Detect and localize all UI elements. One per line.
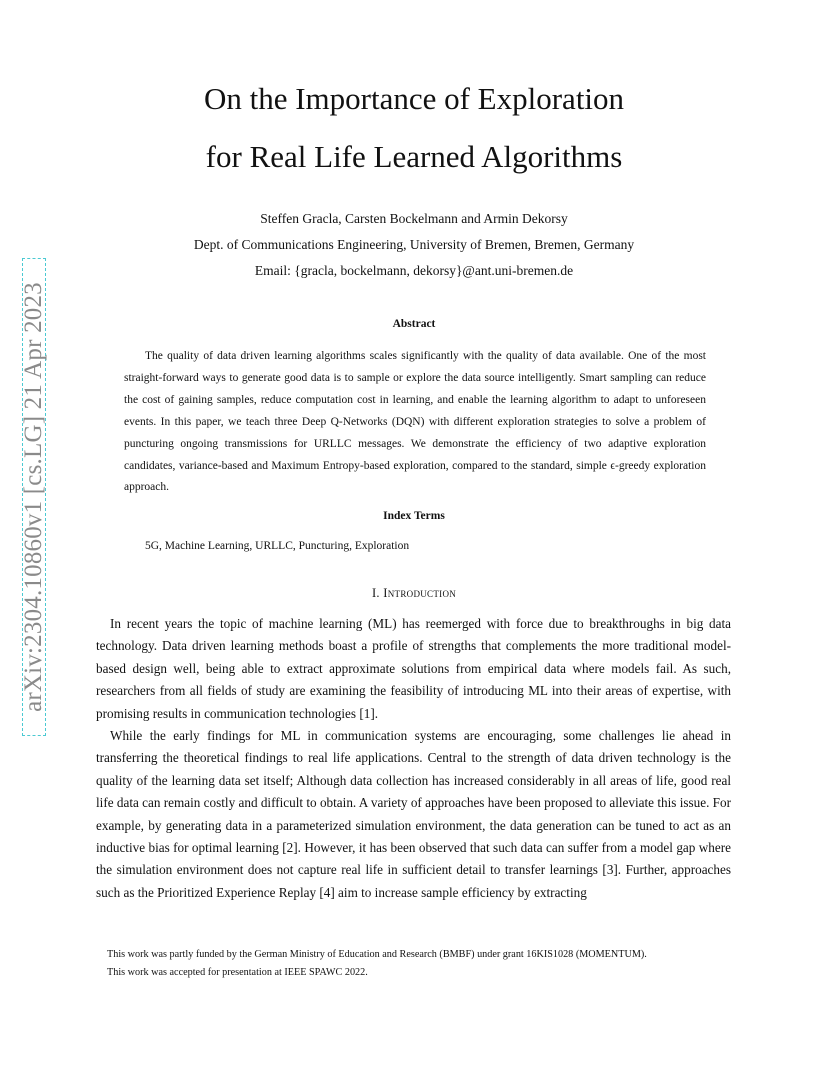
section-heading: [0, 586, 828, 601]
index-terms-text: 5G, Machine Learning, URLLC, Puncturing, Exploration: [145, 540, 410, 552]
affiliation: Dept. of Communications Engineering, University of Bremen, Bremen, Germany: [193, 237, 635, 252]
arxiv-identifier: arXiv:2304.10860v1 [cs.LG] 21 Apr 2023: [20, 282, 47, 712]
abstract-section: [124, 346, 706, 499]
author-list: Steffen Gracla, Carsten Bockelmann and Armin Dekorsy: [260, 211, 568, 226]
paper-title-line-2: for Real Life Learned Algorithms: [205, 139, 623, 174]
intro-paragraph-2: While the early findings for ML in communication systems are encouraging, some challenges lie ahead in transferring the theoretical findings to real life applications. Central to the strength of data driven technology is the quality of the learning data set itself; Although data collection has increased considerably in all areas of life, good real life data can remain costly and difficult to obtain. A variety of approaches have been proposed to alleviate this issue. For example, by generating data in a parameterized simulation environment, the data generation can be tuned to act as an inductive bias for optimal learning [2]. However, it has been observed that such data can suffer from a model gap where the simulation environment does not capture real life in sufficient detail to transfer learnings [3]. Further, approaches such as the Prioritized Experience Replay [4] aim to increase sample efficiency by extracting: [96, 728, 731, 900]
section-title: Introduction: [383, 586, 457, 600]
index-terms-heading: Index Terms: [383, 510, 445, 522]
author-email: Email: {gracla, bockelmann, dekorsy}@ant.uni-bremen.de: [254, 263, 574, 278]
abstract-text: The quality of data driven learning algorithms scales significantly with the quality of data available. One of the most straight-forward ways to generate good data is to sample or explore the data source intelligently. Smart sampling can reduce the cost of gaining samples, reduce computation cost in learning, and enable the learning algorithm to adapt to unforeseen events. In this paper, we teach three Deep Q-Networks (DQN) with different exploration strategies to solve a problem of puncturing ongoing transmissions for URLLC messages. We demonstrate the efficiency of two adaptive exploration candidates, variance-based and Maximum Entropy-based exploration, compared to the standard, simple ϵ-greedy exploration approach.: [124, 350, 706, 494]
acceptance-footnote: This work was accepted for presentation at IEEE SPAWC 2022.: [107, 967, 368, 978]
intro-paragraph-1: In recent years the topic of machine learning (ML) has reemerged with force due to breakthroughs in big data technology. Data driven learning methods boast a profile of strengths that complements the more traditional model-based design well, being able to extract approximate solutions from empirical data where models fail. As such, researchers from all fields of study are examining the feasibility of introducing ML into their areas of expertise, with promising results in communication technologies [1].: [96, 616, 731, 721]
abstract-heading: Abstract: [392, 318, 436, 330]
paper-title-line-1: On the Importance of Exploration: [203, 81, 625, 116]
section-number: I.: [371, 586, 380, 600]
footnotes: [107, 946, 647, 982]
funding-footnote: This work was partly funded by the German Ministry of Education and Research (BMBF) under grant 16KIS1028 (MOMENTUM).: [107, 949, 647, 960]
introduction-body: [96, 613, 731, 904]
